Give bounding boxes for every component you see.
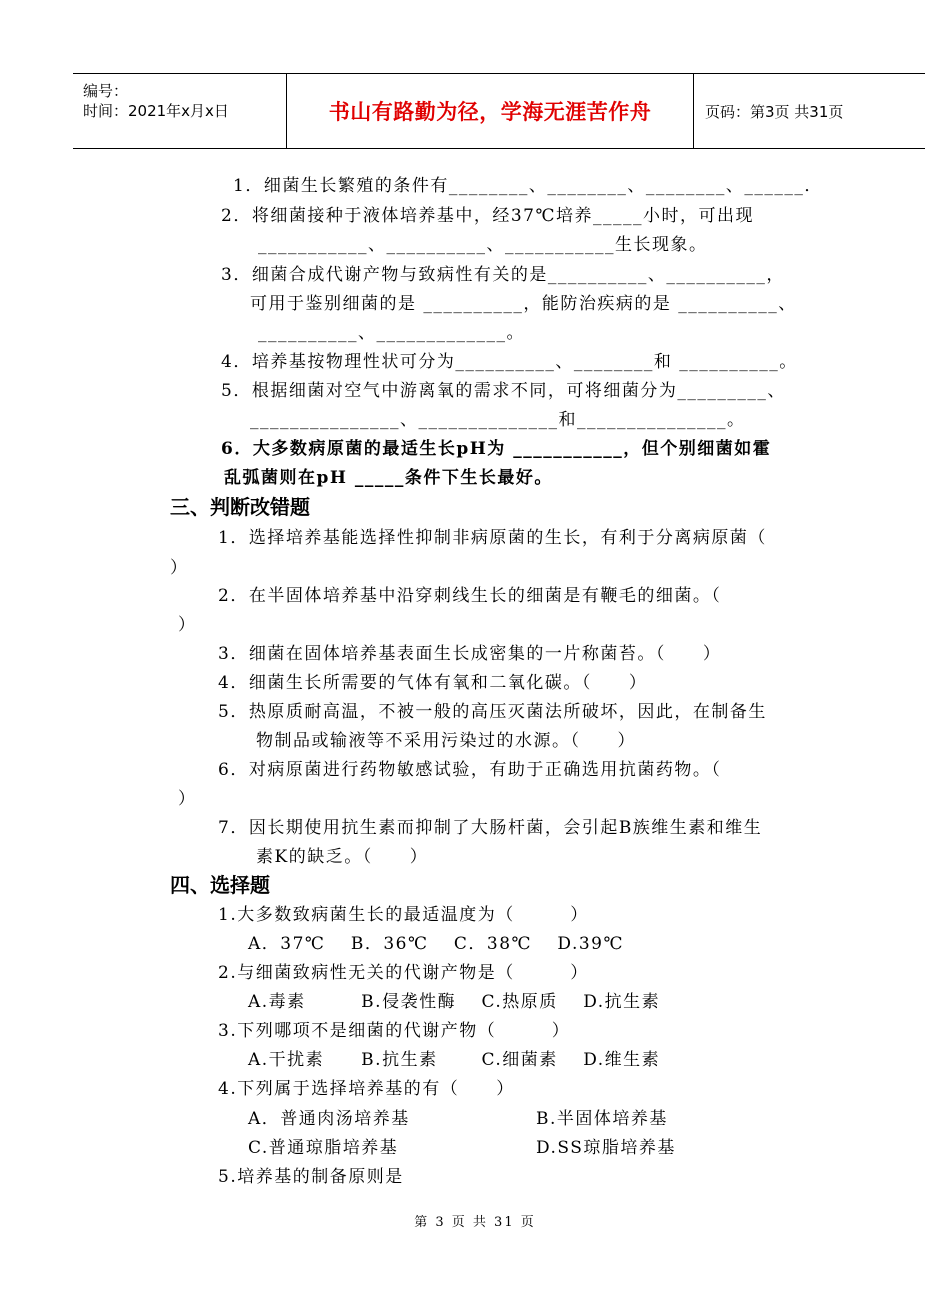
judge-q7-line2: 素K的缺乏。（ ）: [256, 847, 429, 867]
choice-q4-option-a: A．普通肉汤培养基: [248, 1109, 410, 1129]
fill-q1: 1．细菌生长繁殖的条件有________、________、________、______．: [233, 176, 823, 196]
motto-text: 书山有路勤为径，学海无涯苦作舟: [328, 100, 652, 124]
fill-q4: 4．培养基按物理性状可分为__________、________和 __________。: [221, 352, 798, 372]
choice-q4-option-d: D.SS琼脂培养基: [536, 1138, 676, 1158]
judge-q7-line1: 7．因长期使用抗生素而抑制了大肠杆菌，会引起B族维生素和维生: [218, 818, 763, 838]
judge-q1-line1: 1．选择培养基能选择性抑制非病原菌的生长，有利于分离病原菌（: [218, 528, 767, 548]
choice-q2-options: A.毒素 B.侵袭性酶 C.热原质 D.抗生素: [248, 992, 661, 1012]
page-label: 页码：第3页 共31页: [705, 102, 844, 121]
choice-q1-options: A．37℃ B．36℃ C．38℃ D.39℃: [248, 934, 625, 954]
time-label: 时间：2021年x月x日: [83, 102, 229, 120]
judge-q5-line2: 物制品或输液等不采用污染过的水源。（ ）: [256, 731, 636, 751]
section3-title: 三、判断改错题: [170, 495, 310, 519]
header-info: [73, 74, 286, 148]
fill-q2-line1: 2．将细菌接种于液体培养基中，经37℃培养_____小时，可出现: [221, 206, 754, 226]
choice-q4-option-b: B.半固体培养基: [536, 1109, 668, 1129]
fill-q2-line2: ___________、__________、___________生长现象。: [258, 235, 708, 255]
judge-q6-line2: ）: [178, 789, 197, 809]
choice-q4: 4.下列属于选择培养基的有（ ）: [218, 1079, 515, 1099]
page-footer: 第 3 页 共 31 页: [414, 1215, 536, 1230]
choice-q3-options: A.干扰素 B.抗生素 C.细菌素 D.维生素: [248, 1050, 661, 1070]
judge-q1-line2: ）: [170, 558, 189, 578]
judge-q6-line1: 6．对病原菌进行药物敏感试验，有助于正确选用抗菌药物。（: [218, 760, 722, 780]
judge-q2-line2: ）: [178, 615, 197, 635]
section4-title: 四、选择题: [170, 873, 270, 897]
header-page: [693, 74, 925, 148]
choice-q1: 1.大多数致病菌生长的最适温度为（ ）: [218, 905, 589, 925]
fill-q6-line2: 乱弧菌则在pH _____条件下生长最好。: [224, 468, 553, 488]
choice-q5: 5.培养基的制备原则是: [218, 1167, 404, 1187]
fill-q5-line2: _______________、______________和_______________。: [250, 410, 746, 430]
fill-q3-line3: __________、_____________。: [258, 323, 525, 343]
judge-q2-line1: 2．在半固体培养基中沿穿刺线生长的细菌是有鞭毛的细菌。（: [218, 586, 722, 606]
choice-q2: 2.与细菌致病性无关的代谢产物是（ ）: [218, 963, 589, 983]
fill-q5-line1: 5．根据细菌对空气中游离氧的需求不同，可将细菌分为_________、: [221, 381, 786, 401]
judge-q5-line1: 5．热原质耐高温，不被一般的高压灭菌法所破坏，因此，在制备生: [218, 702, 767, 722]
header-motto: [286, 74, 694, 148]
page-header: [73, 73, 925, 149]
fill-q3-line1: 3．细菌合成代谢产物与致病性有关的是__________、__________，: [221, 265, 785, 285]
fill-q3-line2: 可用于鉴别细菌的是 __________，能防治疾病的是 __________、: [250, 294, 797, 314]
judge-q4: 4．细菌生长所需要的气体有氧和二氧化碳。（ ）: [218, 673, 648, 693]
fill-q6-line1: 6．大多数病原菌的最适生长pH为 ___________，但个别细菌如霍: [221, 439, 772, 459]
choice-q4-option-c: C.普通琼脂培养基: [248, 1138, 399, 1158]
judge-q3: 3．细菌在固体培养基表面生长成密集的一片称菌苔。（ ）: [218, 644, 722, 664]
number-label: 编号：: [83, 82, 129, 100]
choice-q3: 3.下列哪项不是细菌的代谢产物（ ）: [218, 1021, 571, 1041]
